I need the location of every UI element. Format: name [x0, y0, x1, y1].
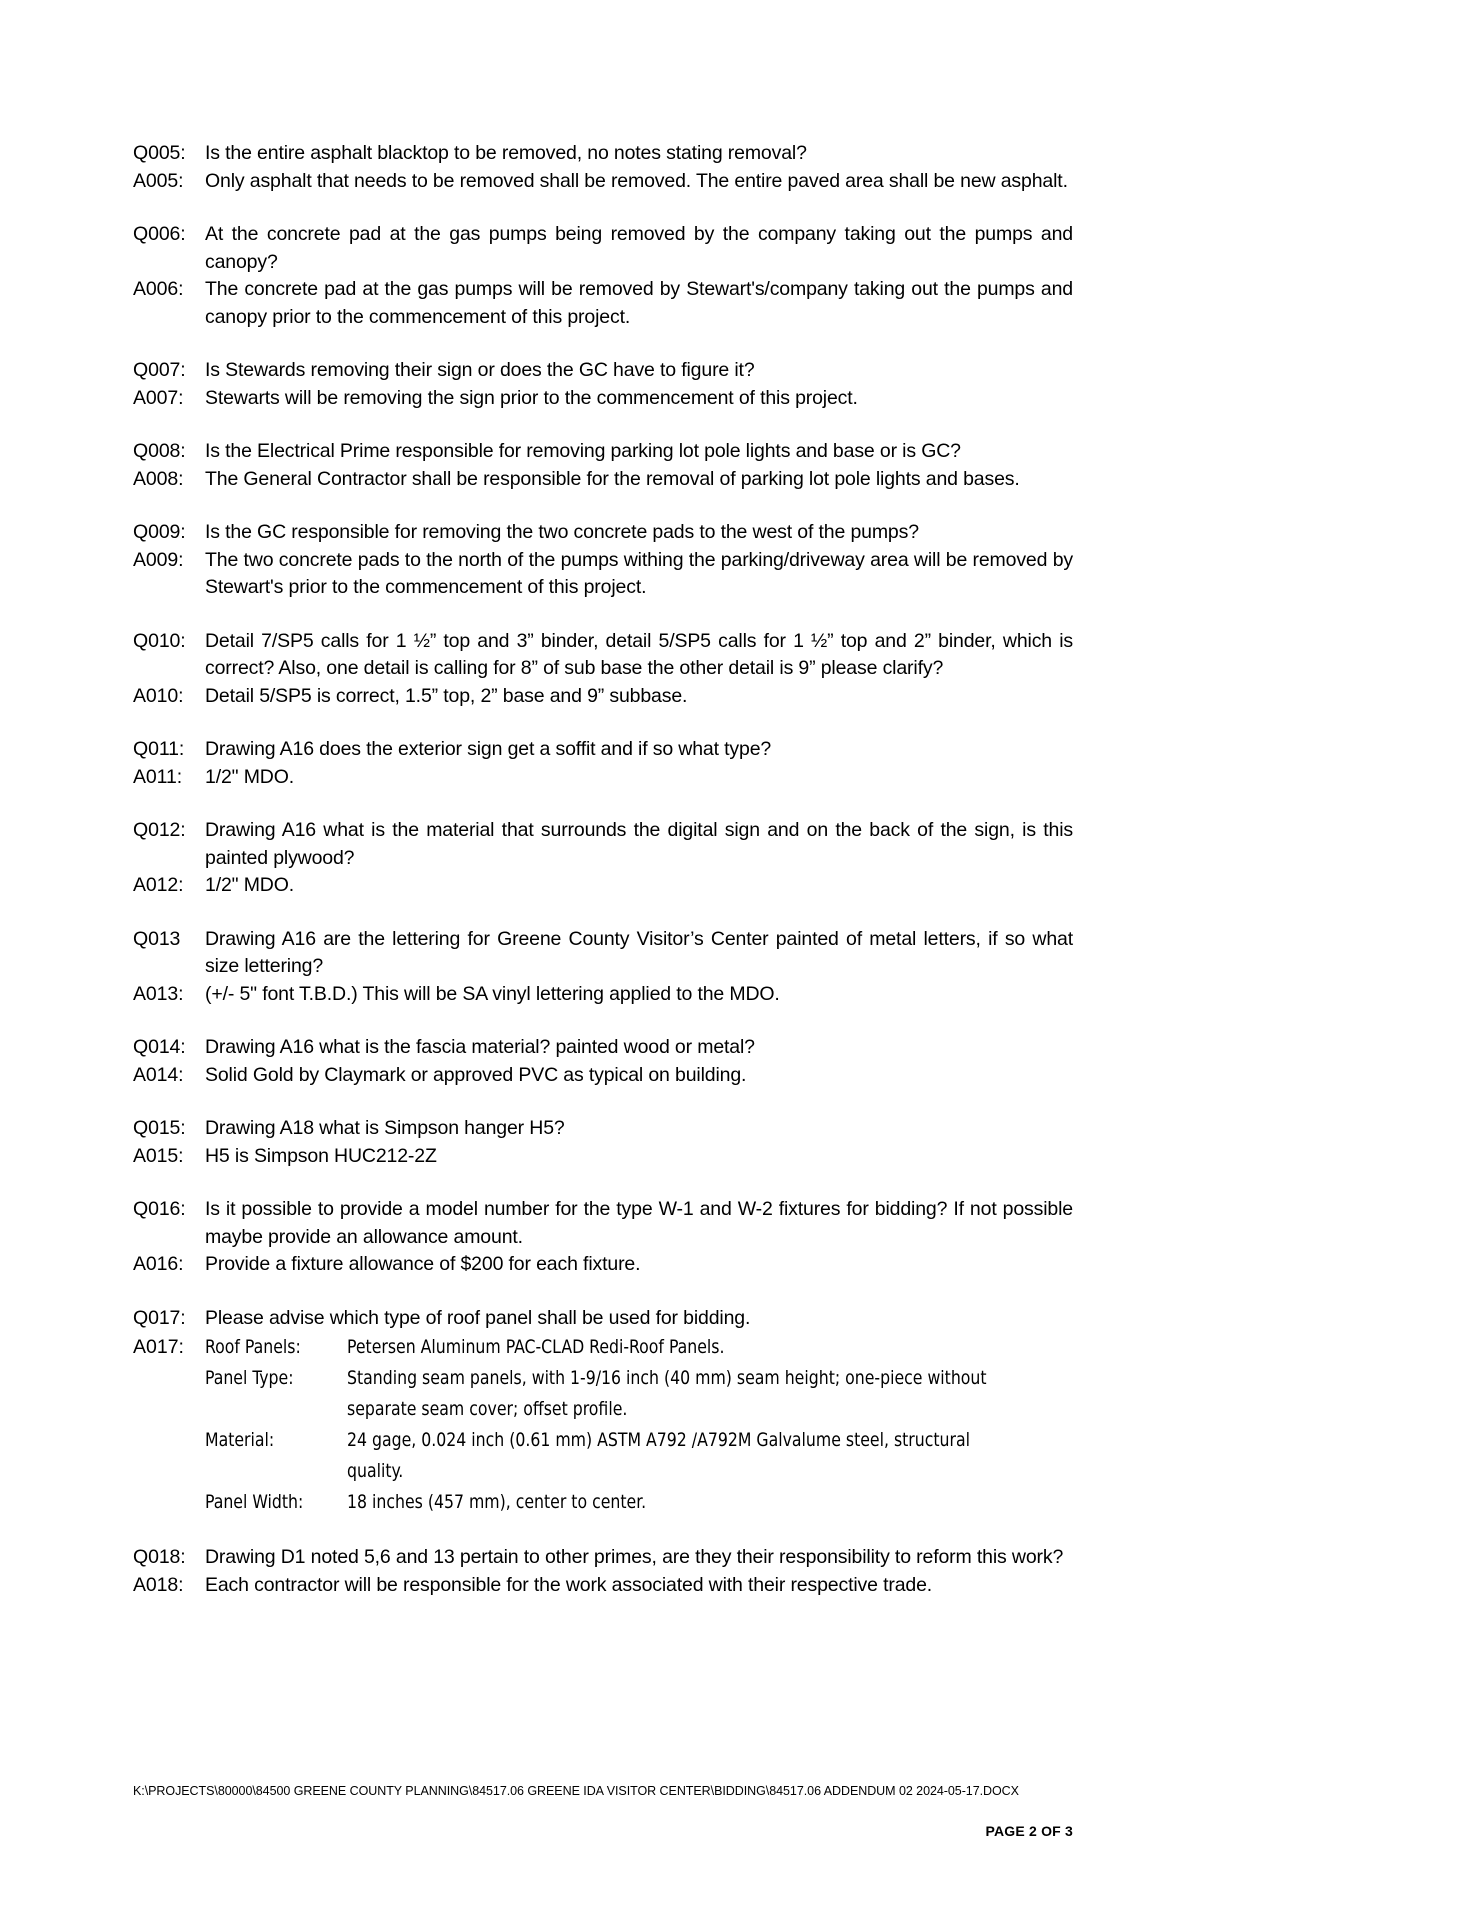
- question-text: Is it possible to provide a model number for the type W-1 and W-2 fixtures for bidding? If not possible maybe provide an allowance amount.: [205, 1198, 1073, 1248]
- answer-text: Each contractor will be responsible for the work associated with their respective trade.: [205, 1573, 933, 1596]
- qa-group: [133, 926, 1073, 1009]
- qa-group: [133, 1544, 1073, 1599]
- question-row: [133, 438, 1073, 466]
- answer-label: A012:: [133, 874, 184, 896]
- footer-file-path: K:\PROJECTS\80000\84500 GREENE COUNTY PLANNING\84517.06 GREENE IDA VISITOR CENTER\BIDDING\84517.06 ADDENDUM 02 2024-05-17.DOCX: [133, 1784, 1019, 1798]
- question-text: Is the GC responsible for removing the two concrete pads to the west of the pumps?: [205, 521, 919, 543]
- question-label: Q016:: [133, 1198, 186, 1220]
- answer-label: A006:: [133, 278, 184, 300]
- qa-group: [133, 736, 1073, 791]
- question-text: Drawing A16 what is the fascia material? painted wood or metal?: [205, 1036, 755, 1058]
- answer-row: [133, 276, 1073, 331]
- qa-group: [133, 140, 1073, 195]
- spec-row: [133, 1425, 1073, 1487]
- answer-text: Solid Gold by Claymark or approved PVC as typical on building.: [205, 1063, 747, 1086]
- answer-label: A011:: [133, 765, 183, 788]
- answer-label: A017:: [133, 1336, 184, 1358]
- qa-group: [133, 628, 1073, 711]
- spec-key: Roof Panels:: [205, 1336, 301, 1358]
- answer-row: [133, 764, 1073, 792]
- answer-text: 1/2" MDO.: [205, 874, 295, 896]
- question-text: Drawing A18 what is Simpson hanger H5?: [205, 1117, 565, 1139]
- answer-row: [133, 466, 1073, 494]
- answer-row: [133, 1251, 1073, 1279]
- answer-row: [133, 872, 1073, 900]
- qa-group: [133, 1115, 1073, 1170]
- answer-text: The General Contractor shall be responsible for the removal of parking lot pole lights and bases.: [205, 467, 1020, 490]
- answer-text: The two concrete pads to the north of the pumps withing the parking/driveway area will be removed by Stewart's prior to the commencement of this project.: [205, 548, 1073, 598]
- answer-text: Detail 5/SP5 is correct, 1.5” top, 2” base and 9” subbase.: [205, 684, 688, 707]
- question-label: Q008:: [133, 440, 186, 462]
- spec-row: [133, 1487, 1073, 1518]
- question-label: Q006:: [133, 223, 186, 245]
- answer-row: [133, 547, 1073, 602]
- answer-text: Stewarts will be removing the sign prior to the commencement of this project.: [205, 386, 858, 409]
- spec-key: Panel Type:: [205, 1367, 294, 1389]
- qa-group: [133, 221, 1073, 331]
- answer-label: A008:: [133, 467, 184, 490]
- answer-label: A007:: [133, 386, 184, 409]
- question-row: [133, 221, 1073, 276]
- spec-key: Panel Width:: [205, 1491, 304, 1513]
- spec-value: 18 inches (457 mm), center to center.: [347, 1491, 647, 1513]
- question-row: [133, 736, 1073, 764]
- question-row: [133, 1305, 1073, 1333]
- question-row: [133, 1034, 1073, 1062]
- question-label: Q012:: [133, 819, 186, 841]
- answer-row: [133, 168, 1073, 196]
- question-label: Q010:: [133, 629, 186, 652]
- spec-row: [133, 1332, 1073, 1363]
- spec-row: [133, 1363, 1073, 1425]
- answer-text: (+/- 5" font T.B.D.) This will be SA vinyl lettering applied to the MDO.: [205, 982, 780, 1005]
- answer-text: Provide a fixture allowance of $200 for each fixture.: [205, 1253, 641, 1275]
- spec-key: Material:: [205, 1429, 275, 1451]
- question-text: Drawing A16 does the exterior sign get a soffit and if so what type?: [205, 738, 772, 760]
- question-label: Q013: [133, 927, 181, 950]
- answer-label: A016:: [133, 1253, 184, 1275]
- footer-page-number: PAGE 2 OF 3: [985, 1823, 1073, 1839]
- answer-text: Only asphalt that needs to be removed shall be removed. The entire paved area shall be new asphalt.: [205, 169, 1068, 192]
- answer-row: [133, 1062, 1073, 1090]
- answer-label: A005:: [133, 169, 184, 192]
- question-row: [133, 817, 1073, 872]
- qa-group: [133, 519, 1073, 602]
- question-label: Q009:: [133, 521, 186, 543]
- answer-text: 1/2" MDO.: [205, 765, 295, 788]
- question-row: [133, 628, 1073, 683]
- qa-group: [133, 1034, 1073, 1089]
- question-label: Q011:: [133, 738, 185, 760]
- document-body: [133, 140, 1073, 1625]
- spec-value: Petersen Aluminum PAC-CLAD Redi-Roof Panels.: [347, 1336, 725, 1358]
- question-row: [133, 519, 1073, 547]
- answer-label: A015:: [133, 1144, 184, 1167]
- question-text: Is the entire asphalt blacktop to be removed, no notes stating removal?: [205, 142, 807, 164]
- qa-group: [133, 357, 1073, 412]
- spec-value: Standing seam panels, with 1-9/16 inch (40 mm) seam height; one-piece without separate seam cover; offset profile.: [347, 1367, 987, 1420]
- question-label: Q015:: [133, 1117, 186, 1139]
- question-row: [133, 357, 1073, 385]
- qa-group: [133, 817, 1073, 900]
- answer-row: [133, 683, 1073, 711]
- answer-label: A010:: [133, 684, 184, 707]
- question-row: [133, 1115, 1073, 1143]
- question-text: At the concrete pad at the gas pumps being removed by the company taking out the pumps and canopy?: [205, 223, 1073, 273]
- spec-value: 24 gage, 0.024 inch (0.61 mm) ASTM A792 /A792M Galvalume steel, structural quality.: [347, 1429, 970, 1482]
- answer-row: [133, 1572, 1073, 1600]
- question-text: Please advise which type of roof panel shall be used for bidding.: [205, 1306, 751, 1329]
- answer-text: H5 is Simpson HUC212-2Z: [205, 1144, 437, 1167]
- question-row: [133, 1196, 1073, 1251]
- qa-group: [133, 1196, 1073, 1279]
- question-text: Drawing D1 noted 5,6 and 13 pertain to other primes, are they their responsibility to reform this work?: [205, 1546, 1064, 1568]
- question-text: Drawing A16 what is the material that surrounds the digital sign and on the back of the sign, is this painted plywood?: [205, 819, 1073, 869]
- question-label: Q017:: [133, 1306, 186, 1329]
- question-text: Drawing A16 are the lettering for Greene County Visitor’s Center painted of metal letters, if so what size lettering?: [205, 927, 1073, 977]
- answer-row: [133, 1143, 1073, 1171]
- answer-label: A014:: [133, 1063, 184, 1086]
- answer-label: A018:: [133, 1573, 184, 1596]
- qa-group: [133, 438, 1073, 493]
- roof-panel-spec-table: [133, 1332, 1073, 1518]
- question-text: Is the Electrical Prime responsible for removing parking lot pole lights and base or is GC?: [205, 440, 961, 462]
- page-footer: [133, 1782, 1073, 1840]
- question-label: Q018:: [133, 1546, 186, 1568]
- question-row: [133, 926, 1073, 981]
- qa-group-roof-panels: [133, 1305, 1073, 1519]
- question-label: Q005:: [133, 142, 186, 164]
- answer-row: [133, 981, 1073, 1009]
- answer-label: A013:: [133, 982, 184, 1005]
- question-text: Is Stewards removing their sign or does the GC have to figure it?: [205, 359, 755, 381]
- answer-label: A009:: [133, 548, 184, 571]
- question-label: Q014:: [133, 1036, 186, 1058]
- question-text: Detail 7/SP5 calls for 1 ½” top and 3” binder, detail 5/SP5 calls for 1 ½” top and 2” binder, which is correct? Also, one detail is calling for 8” of sub base the other detail is 9” please clarify?: [205, 629, 1073, 679]
- question-row: [133, 1544, 1073, 1572]
- answer-row: [133, 385, 1073, 413]
- question-label: Q007:: [133, 359, 186, 381]
- answer-text: The concrete pad at the gas pumps will be removed by Stewart's/company taking out the pumps and canopy prior to the commencement of this project.: [205, 278, 1073, 328]
- question-row: [133, 140, 1073, 168]
